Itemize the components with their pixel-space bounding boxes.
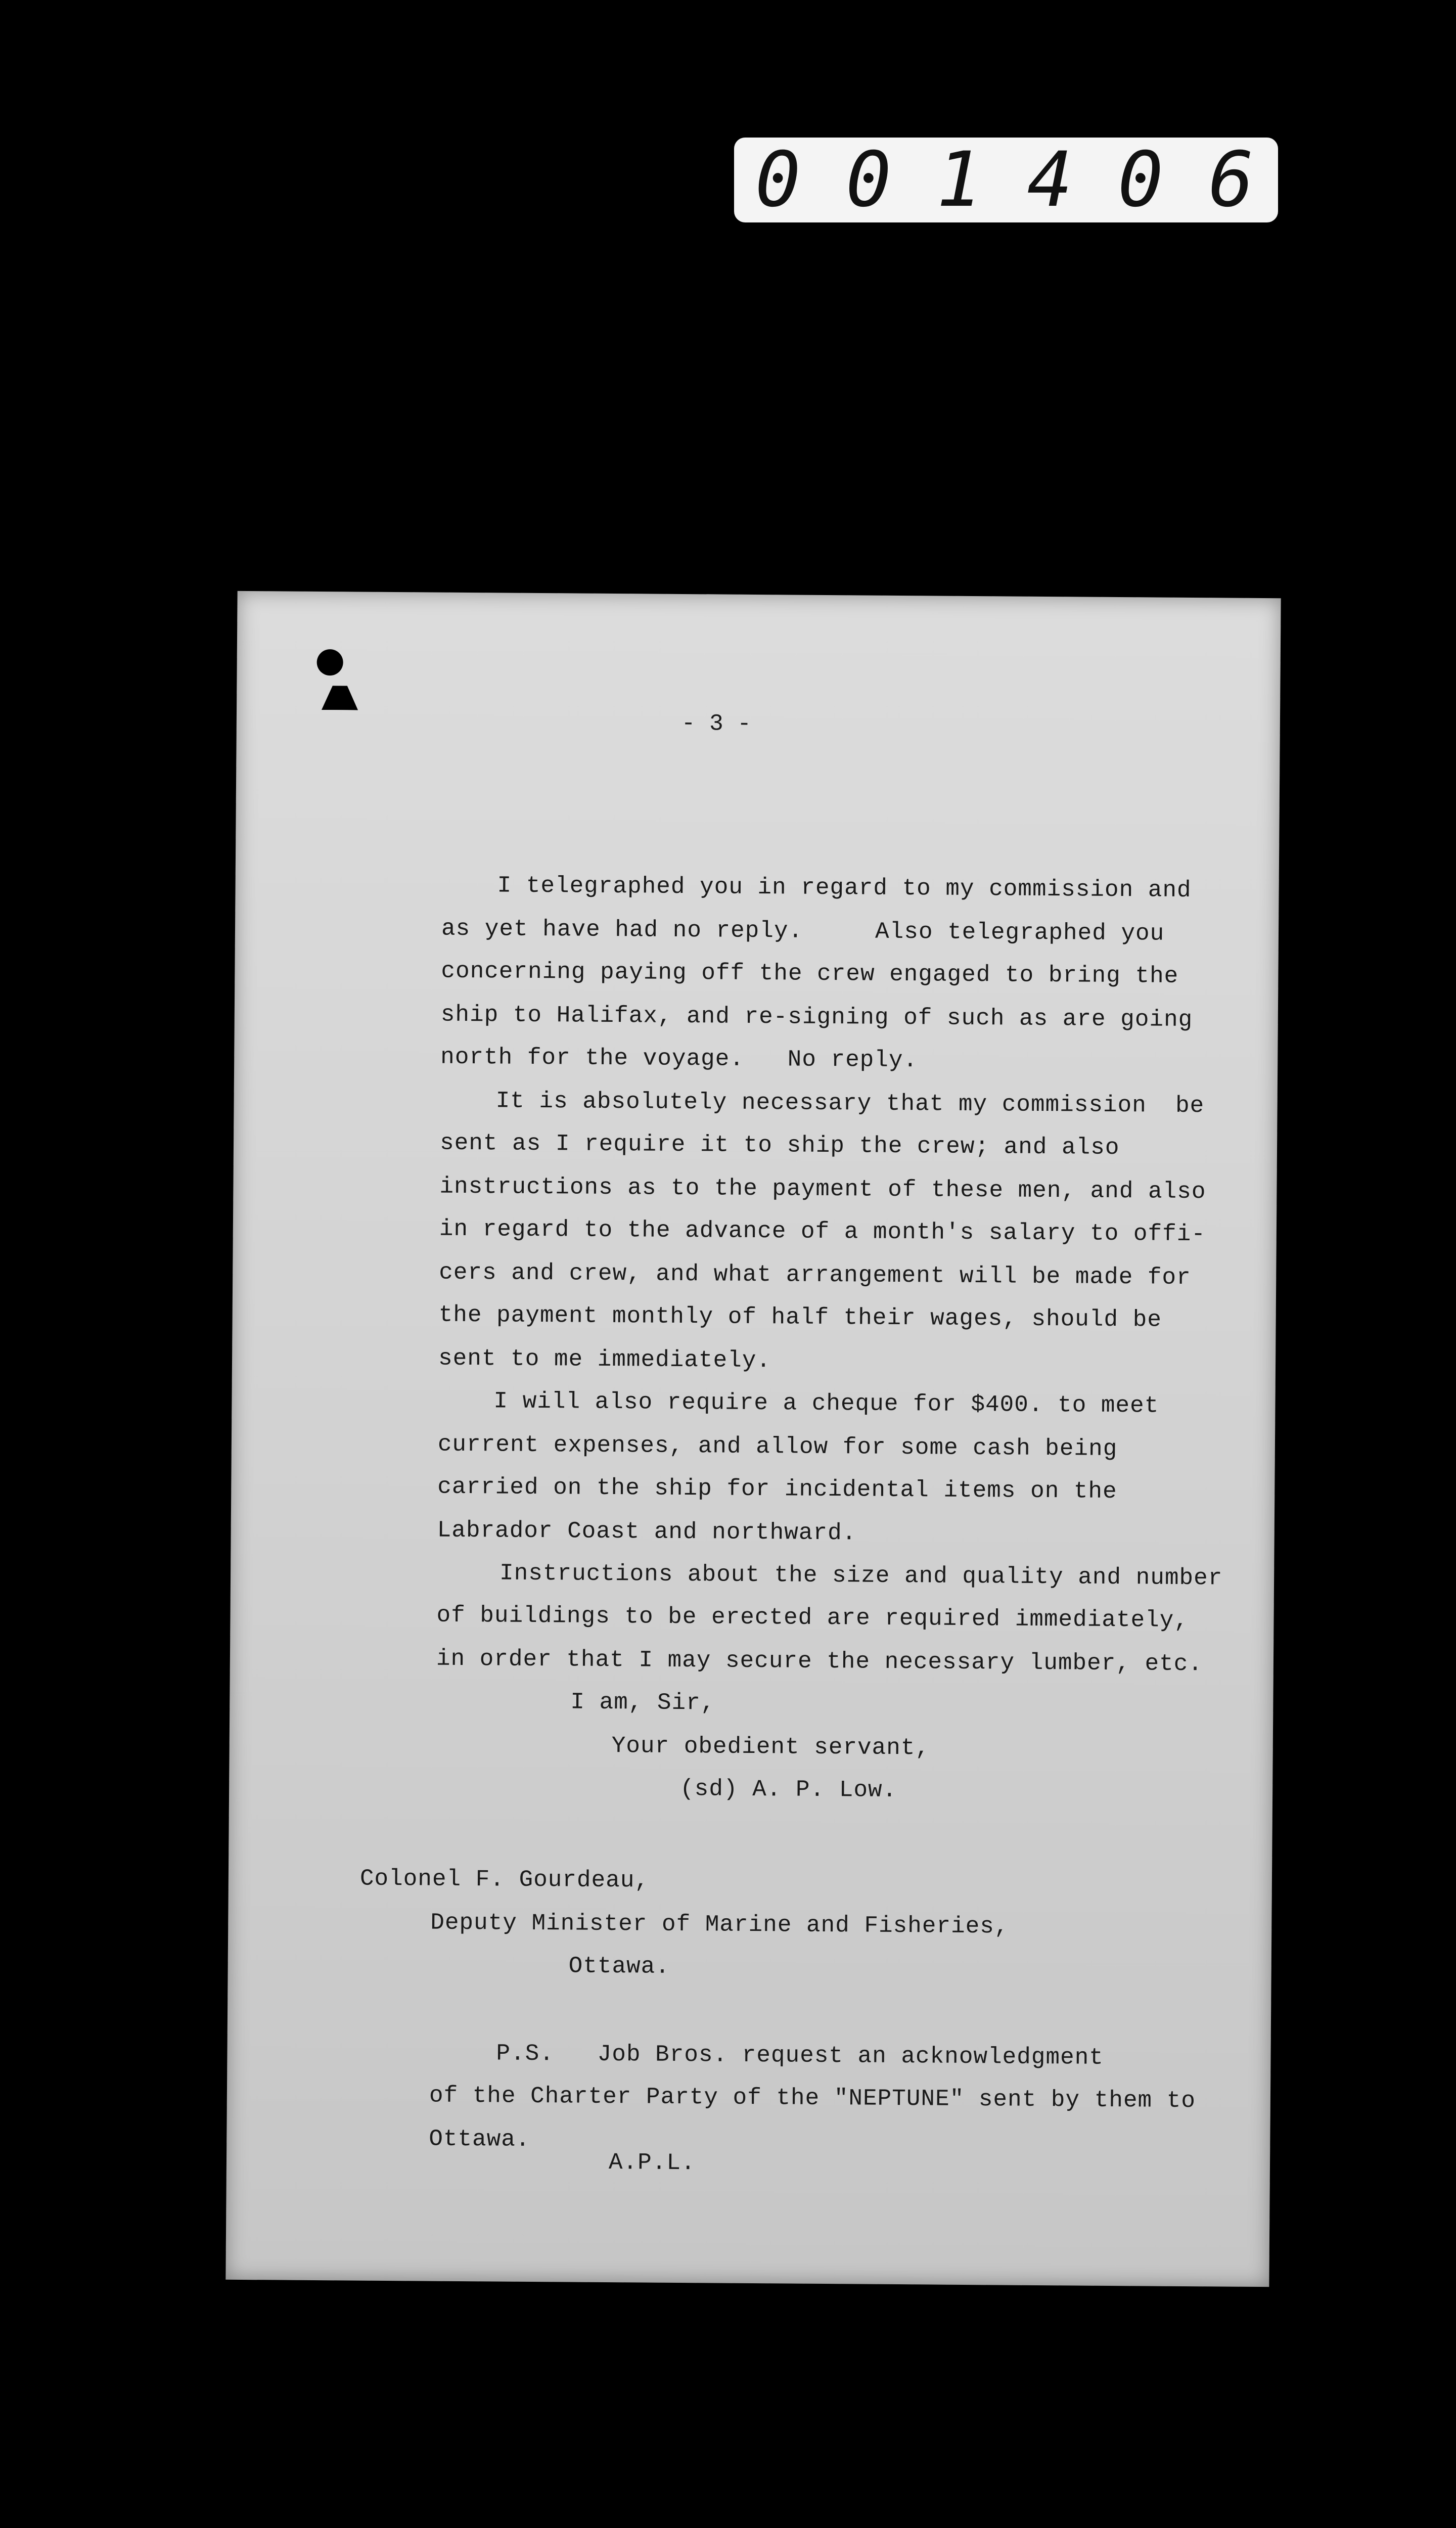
postscript-line: P.S. Job Bros. request an acknowledgment <box>496 2040 1104 2071</box>
letter-line: in regard to the advance of a month's salary to offi- <box>439 1215 1206 1248</box>
letter-line: I telegraphed you in regard to my commission and <box>497 872 1192 904</box>
frame-digit: 0 <box>1117 136 1167 224</box>
frame-digit: 1 <box>936 136 985 224</box>
letter-line: current expenses, and allow for some cash being <box>437 1431 1118 1463</box>
frame-digit: 6 <box>1208 136 1257 224</box>
letter-line: as yet have had no reply. Also telegraphed you <box>441 915 1165 947</box>
letter-line: I will also require a cheque for $400. to meet <box>493 1388 1159 1419</box>
punch-hole <box>317 649 343 675</box>
letter-line: north for the voyage. No reply. <box>440 1044 918 1074</box>
letter-line: ship to Halifax, and re-signing of such as are going <box>440 1001 1193 1033</box>
postscript-initials: A.P.L. <box>608 2149 696 2177</box>
page-number: - 3 - <box>681 710 752 737</box>
salutation: I am, Sir, <box>570 1689 715 1717</box>
letter-line: Labrador Coast and northward. <box>437 1517 857 1547</box>
frame-digit: 0 <box>845 136 895 224</box>
frame-number-label <box>734 138 1278 222</box>
letter-line: sent as I require it to ship the crew; and also <box>439 1130 1120 1161</box>
frame-digit: 4 <box>1027 136 1076 224</box>
postscript-line: Ottawa. <box>429 2126 530 2153</box>
letter-line: carried on the ship for incidental items on the <box>437 1473 1117 1505</box>
letter-line: Instructions about the size and quality and number <box>499 1560 1223 1592</box>
postscript-line: of the Charter Party of the "NEPTUNE" sent by them to <box>429 2082 1196 2114</box>
letter-line: sent to me immediately. <box>438 1345 771 1374</box>
frame-digit: 0 <box>755 136 804 224</box>
letter-line: concerning paying off the crew engaged to bring the <box>441 958 1179 989</box>
letter-page <box>225 591 1281 2287</box>
valediction: Your obedient servant, <box>611 1733 930 1762</box>
addressee-city: Ottawa. <box>568 1953 670 1980</box>
punch-hole <box>322 686 358 710</box>
letter-line: It is absolutely necessary that my commission be <box>495 1088 1205 1119</box>
addressee-title: Deputy Minister of Marine and Fisheries, <box>430 1909 1009 1940</box>
letter-line: instructions as to the payment of these men, and also <box>439 1173 1206 1205</box>
letter-line: the payment monthly of half their wages, should be <box>438 1301 1162 1333</box>
letter-line: in order that I may secure the necessary lumber, etc. <box>436 1645 1203 1678</box>
signature: (sd) A. P. Low. <box>679 1776 897 1804</box>
letter-line: of buildings to be erected are required immediately, <box>436 1602 1189 1634</box>
addressee-name: Colonel F. Gourdeau, <box>359 1865 650 1894</box>
letter-line: cers and crew, and what arrangement will be made for <box>439 1259 1191 1291</box>
